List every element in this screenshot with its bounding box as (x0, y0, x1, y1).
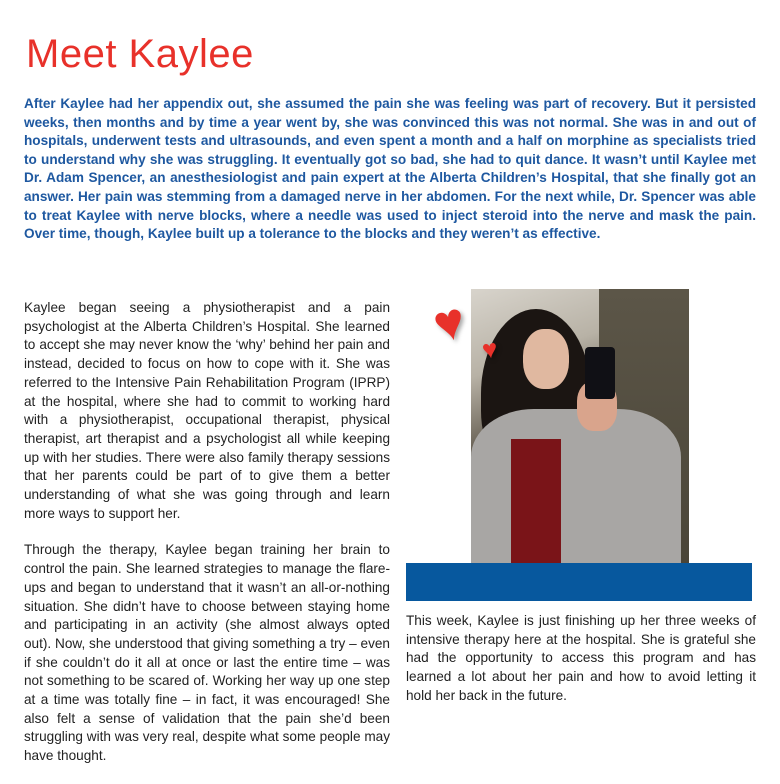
page-title: Meet Kaylee (26, 32, 254, 76)
kaylee-photo (471, 289, 689, 563)
photo-phone (585, 347, 615, 399)
intro-paragraph: After Kaylee had her appendix out, she assumed the pain she was feeling was part of recovery. But it persisted weeks, then months and by time a year went by, she was convinced this was not normal. She was in and out of hospitals, underwent tests and ultrasounds, and even spent a month and a half on morphine as specialists tried to understand why she was struggling. It eventually got so bad, she had to quit dance. It wasn’t until Kaylee met Dr. Adam Spencer, an anesthesiologist and pain expert at the Alberta Children’s Hospital, that she finally got an answer. Her pain was stemming from a damaged nerve in her abdomen. For the next while, Dr. Spencer was able to treat Kaylee with nerve blocks, where a needle was used to inject steroid into the nerve and mask the pain. Over time, though, Kaylee built up a tolerance to the blocks and they weren’t as effective. (24, 96, 756, 242)
body-paragraph-2: Through the therapy, Kaylee began training her brain to control the pain. She learned strategies to manage the flare-ups and began to understand that it wasn’t an all-or-nothing situation. She didn’t have to choose between staying home and participating in an activity (she almost always opted out). Now, she understood that giving something a try – even if she couldn’t do it all at once or last the entire time – was not something to be scared of. Working her way up one step at a time was totally fine – in fact, it was encouraged! She also felt a sense of validation that the pain she’d been struggling with was very real, despite what some people may have thought. (24, 542, 390, 764)
closing-paragraph: This week, Kaylee is just finishing up her three weeks of intensive therapy here at the hospital. She is grateful she had the opportunity to access this program and has learned a lot about her pain and how to avoid letting it hold her back in the future. (406, 613, 756, 703)
body-paragraph-1: Kaylee began seeing a physiotherapist and a pain psychologist at the Alberta Children’s Hospital. She learned to accept she may never know the ‘why’ behind her pain and instead, decided to focus on how to cope with it. She was referred to the Intensive Pain Rehabilitation Program (IPRP) at the hospital, where she had to commit to working hard with a physiotherapist, occupational therapist, physical therapist, art therapist and a psychologist all while keeping up with her studies. There were also family therapy sessions that her parents could be part of to give them a better understanding of what she was going through and learn more ways to support her. (24, 300, 390, 521)
heart-icon: ♥ (427, 291, 472, 355)
left-column (24, 299, 390, 784)
photo-sweater (511, 439, 561, 563)
photo-coat (471, 409, 681, 563)
photo-caption-bar (406, 563, 752, 601)
small-heart-icon: ♥ (479, 333, 500, 365)
photo-face (523, 329, 569, 389)
